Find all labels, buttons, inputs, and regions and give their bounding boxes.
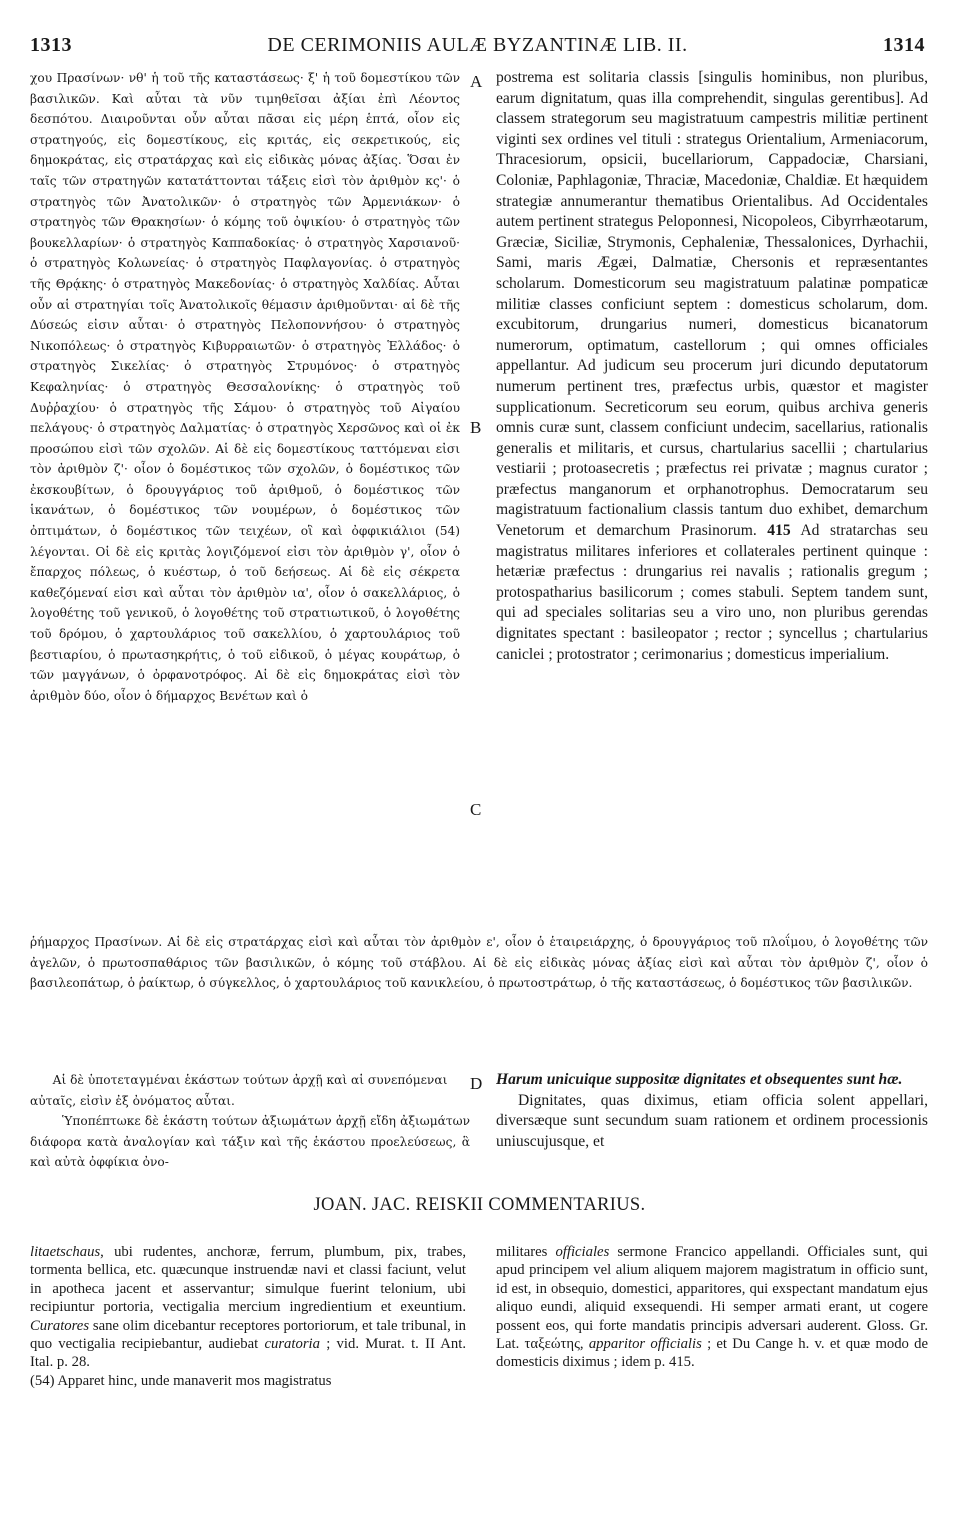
latin-text-part2: Ad stratarchas seu magistratus militares inferiores et collaterales pertinent quinque : hetæriæ præfectus : drungarius rei navalis ; rationalis gregum ; protospatharius basilicorum ; comes stabuli. Septem tandem sunt, qui ad speciales solitarias seu a viro uno, non pluribus gerendas dignitates spectant : basileopator ; rector ; syncellus ; chartularius caniclei ; protostrator ; cerimonarius ; domesticus imperialium. <box>496 522 928 663</box>
margin-letter-c: C <box>470 800 482 819</box>
right-page-number: 1314 <box>883 34 925 56</box>
italic-word: apparitor officialis <box>588 1336 702 1353</box>
commentary-left-paragraph <box>30 1243 466 1372</box>
greek-full-width-text <box>30 932 928 1056</box>
commentary-title: JOAN. JAC. REISKII COMMENTARIUS. <box>313 1195 646 1215</box>
commentary-text: ; et Du Cange h. v. et quæ modo de domesticis diximus ; idem p. 415. <box>496 1336 928 1371</box>
chapter-number: 415 <box>767 522 791 540</box>
italic-word: curatoria <box>264 1336 320 1353</box>
footnote-54: (54) Apparet hinc, unde manaverit mos magistratus <box>30 1372 332 1389</box>
greek-lower-heading: Αἱ δὲ ὑποτεταγμέναι ἑκάστων τούτων ἀρχῇ καὶ αἱ συνεπόμεναι αὐταῖς, εἰσὶν ἐξ ὀνόματος αὗται. <box>30 1073 448 1108</box>
latin-lower-paragraph: Dignitates, quas diximus, etiam officia solent appellari, diversæque sunt secundum suam rationem et ordinem processionis uniuscujusque, et <box>496 1091 928 1150</box>
greek-lower-paragraph: Ὑποπέπτωκε δὲ ἑκάστη τούτων ἀξιωμάτων ἀρχῇ εἴδη ἀξιωμάτων διάφορα κατὰ ἀναλογίαν καὶ τάξιν καὶ τῆς ἑκάστου προελεύσεως, ἃ καὶ αὐτὰ ὀφφίκια ὀνο- <box>30 1114 470 1170</box>
commentary-right-paragraph <box>496 1243 928 1372</box>
greek-lower-column <box>30 1070 470 1182</box>
greek-full-paragraph: ῥήμαρχος Πρασίνων. Αἱ δὲ εἰς στρατάρχας εἰσὶ καὶ αὗται τὸν ἀριθμὸν ε', οἷον ὁ ἑταιρειάρχης, ὁ δρουγγάριος τοῦ πλοΐμου, ὁ λογοθέτης τῶν ἀγελῶν, ὁ πρωτοσπαθάριος τῶν βασιλικῶν, ὁ κόμης τοῦ στάβλου. Αἱ δὲ εἰς εἰδικὰς μόνας ἀξίας εἰσὶ καὶ αὗται τὸν ἀριθμὸν ζ', οἷον ὁ βασιλεοπάτωρ, ὁ ῥαίκτωρ, ὁ σύγκελλος, ὁ χαρτουλάριος τοῦ κανικλείου, ὁ πρωτοστράτωρ, ὁ τῆς καταστάσεως, ὁ δομέστικος τῶν βασιλικῶν. <box>30 935 928 991</box>
running-title: DE CERIMONIIS AULÆ BYZANTINÆ LIB. II. <box>267 34 688 56</box>
margin-letter-a: A <box>470 72 483 91</box>
latin-text-part1: postrema est solitaria classis [singulis hominibus, non pluribus, earum dignitatum, quas illa comprehendit, singulas gerentibus]. Ad classem strategorum seu magistratuum campestris militiæ pertinent viginti sex ordines vel tituli : strategus Orientalium, Armeniacorum, Thracesiorum, opsicii, bucellariorum, Cappadociæ, Charsiani, Coloniæ, Paphlagoniæ, Thraciæ, Macedoniæ, Chaldiæ. Et hæquidem strategiæ annumerantur thematibus Orientalibus. Ad Occidentales autem pertinent strategus Peloponnesi, Nicopoleos, Cibyrrhæotarum, Græciæ, Siciliæ, Strymonis, Cephaleniæ, Thessalonices, Dyrhachii, Sami, maris Ægæi, Dalmatiæ, Chersonis et repræsentantes scholarum. Domesticorum seu magistratuum palatinæ pompaticæ militiæ classes conficiunt septem : domesticus scholarum, dom. excubitorum, drungarius numeri, domesticus bicanatorum numerorum, optimatum, castellorum ; qui omnes officiales appellantur. Ad judicum seu procerum juri dicundo deputatorum numerum pertinent tres, præfectus urbis, quæstor et magister supplicationum. Secreticorum seu eorum, quibus archiva generis omnis curæ sunt, classem conficiunt undecim, sacellarius, rationalis generalis et militaris, et cursus, chartularius sacellii ; chartularius vestiarii ; protoasecretis ; præfectus rei privatæ ; magnus curator ; præfectus manganorum et orphanotrophus. Democratarum seu magistratuum factionalium classis tantum duo exhibet, demarchum Venetorum et demarchum Prasinorum. <box>496 69 928 540</box>
commentary-text: sane olim dicebantur receptores portoriorum, et tale tribunal, in quo vectigalia recipiebantur, audiebat <box>30 1317 466 1353</box>
commentary-text: sermone Francico appellandi. Officiales sunt, qui apud principem vel alium aliquem majorem magistratum in officio sunt, id est, in obsequio, domestici, apparitores, qui exspectant mandatum ejus aliquo eundi, aliquid exsequendi. Hi semper armati erant, ut cogere possent eos, qui forte mandatis principis adversari auderent. Gloss. Gr. Lat. ταξεώτης, <box>496 1244 928 1353</box>
italic-word: officiales <box>555 1244 610 1260</box>
commentary-text: , ubi rudentes, anchoræ, ferrum, plumbum, pix, trabes, tormenta bellica, etc. quæcunque instruendæ navi et classi faciunt, velut in apotheca jacent et asservantur; simulque fuerint telonium, ubi recipiuntur portoria, vectigalia mercium ingredientium et exeuntium. <box>30 1244 466 1316</box>
greek-paragraph: χου Πρασίνων· νθ' ἡ τοῦ τῆς καταστάσεως· ξ' ἡ τοῦ δομεστίκου τῶν βασιλικῶν. Καὶ αὗται τὰ νῦν τιμηθεῖσαι ἀξίαι ἐπὶ Λέοντος δεσπότου. Διαιροῦνται οὖν αὗται πᾶσαι εἰς μέρη ἑπτά, οἷον εἰς στρατηγούς, εἰς δομεστίκους, εἰς κριτάς, εἰς σεκρετικούς, εἰς δημοκράτας, εἰς στρατάρχας καὶ εἰς εἰδικὰς μόνας ἀξίας. Ὅσαι ἐν ταῖς τῶν στρατηγῶν κατατάττονται τάξεις εἰσὶ τὸν ἀριθμὸν κς'· ὁ στρατηγὸς τῶν Ἀνατολικῶν· ὁ στρατηγὸς τῶν Ἀρμενιάκων· ὁ στρατηγὸς τῶν Θρακησίων· ὁ κόμης τοῦ ὀψικίου· ὁ στρατηγὸς τῶν βουκελλαρίων· ὁ στρατηγὸς Καππαδοκίας· ὁ στρατηγὸς Χαρσιανοῦ· ὁ στρατηγὸς Κολωνείας· ὁ στρατηγὸς Παφλαγονίας. ὁ στρατηγὸς τῆς Θρᾴκης· ὁ στρατηγὸς Μακεδονίας· ὁ στρατηγὸς Χαλδίας. Αὗται οὖν αἱ στρατηγίαι τοῖς Ἀνατολικοῖς θέμασιν ἀριθμοῦνται· αἱ δὲ τῆς Δύσεώς εἰσιν αὗται· ὁ στρατηγὸς Πελοποννήσου· ὁ στρατηγὸς Νικοπόλεως· ὁ στρατηγὸς Κιβυρραιωτῶν· ὁ στρατηγὸς Ἑλλάδος· ὁ στρατηγὸς Σικελίας· ὁ στρατηγὸς Στρυμόνος· ὁ στρατηγὸς Κεφαληνίας· ὁ στρατηγὸς Θεσσαλονίκης· ὁ στρατηγὸς τοῦ Δυῤῥαχίου· ὁ στρατηγὸς τῆς Σάμου· ὁ στρατηγὸς τοῦ Αἰγαίου πελάγους· ὁ στρατηγὸς Δαλματίας· ὁ στρατηγὸς Χερσῶνος καὶ οἱ ἐκ προσώπου εἰσὶ τῶν σχολῶν. Αἱ δὲ εἰς δομεστίκους ταττόμεναι εἰσι τὸν ἀριθμὸν ζ'· οἷον ὁ δομέστικος τῶν σχολῶν, ὁ δομέστικος τῶν ἐκσκουβίτων, ὁ δρουγγάριος τοῦ ἀριθμοῦ, ὁ δομέστικος τῶν ἱκανάτων, ὁ δομέστικος τῶν νουμέρων, ὁ δομέστικος τῶν ὀπτιμάτων, ὁ δομέστικος τῶν τειχέων, οἳ καὶ ὀφφικιάλιοι (54) λέγονται. Οἱ δὲ εἰς κριτὰς λογιζόμενοί εἰσι τὸν ἀριθμὸν γ', οἷον ὁ ἔπαρχος πόλεως, ὁ κυέστωρ, ὁ τοῦ δεήσεως. Αἱ δὲ εἰς σέκρετα καθεζόμεναί εἰσι καὶ αὗται τὸν ἀριθμὸν ια', οἷον ὁ σακελλάριος, ὁ λογοθέτης τοῦ γενικοῦ, ὁ λογοθέτης τοῦ στρατιωτικοῦ, ὁ λογοθέτης τοῦ δρόμου, ὁ χαρτουλάριος τοῦ σακελλίου, ὁ χαρτουλάριος τοῦ βεστιαρίου, ὁ πρωτασηκρήτις, ὁ τοῦ εἰδικοῦ, ὁ μέγας κουράτωρ, ὁ τῶν μαγγάνων, ὁ ὀρφανοτρόφος. Αἱ δὲ εἰς δημοκράτας εἰσὶ τὸν ἀριθμὸν δύο, οἷον ὁ δήμαρχος Βενέτων καὶ ὁ <box>30 71 460 703</box>
latin-text-column <box>496 68 928 928</box>
left-page-number: 1313 <box>30 34 72 56</box>
commentary-left-column <box>30 1243 466 1433</box>
latin-paragraph <box>496 68 928 665</box>
latin-lower-heading: Harum unicuique suppositæ dignitates et obsequentes sunt hæ. <box>496 1071 903 1088</box>
latin-lower-column <box>496 1070 928 1182</box>
italic-word: Curatores <box>30 1317 90 1334</box>
commentary-text: ; vid. Murat. t. II Ant. Ital. p. 28. <box>30 1336 466 1371</box>
margin-letter-d: D <box>470 1074 483 1093</box>
italic-word: litaetschaus <box>30 1244 101 1260</box>
commentary-right-column <box>496 1243 928 1433</box>
page-header <box>30 34 925 60</box>
margin-letter-b: B <box>470 418 482 437</box>
greek-text-column <box>30 68 460 928</box>
commentary-text: militares <box>496 1244 548 1260</box>
